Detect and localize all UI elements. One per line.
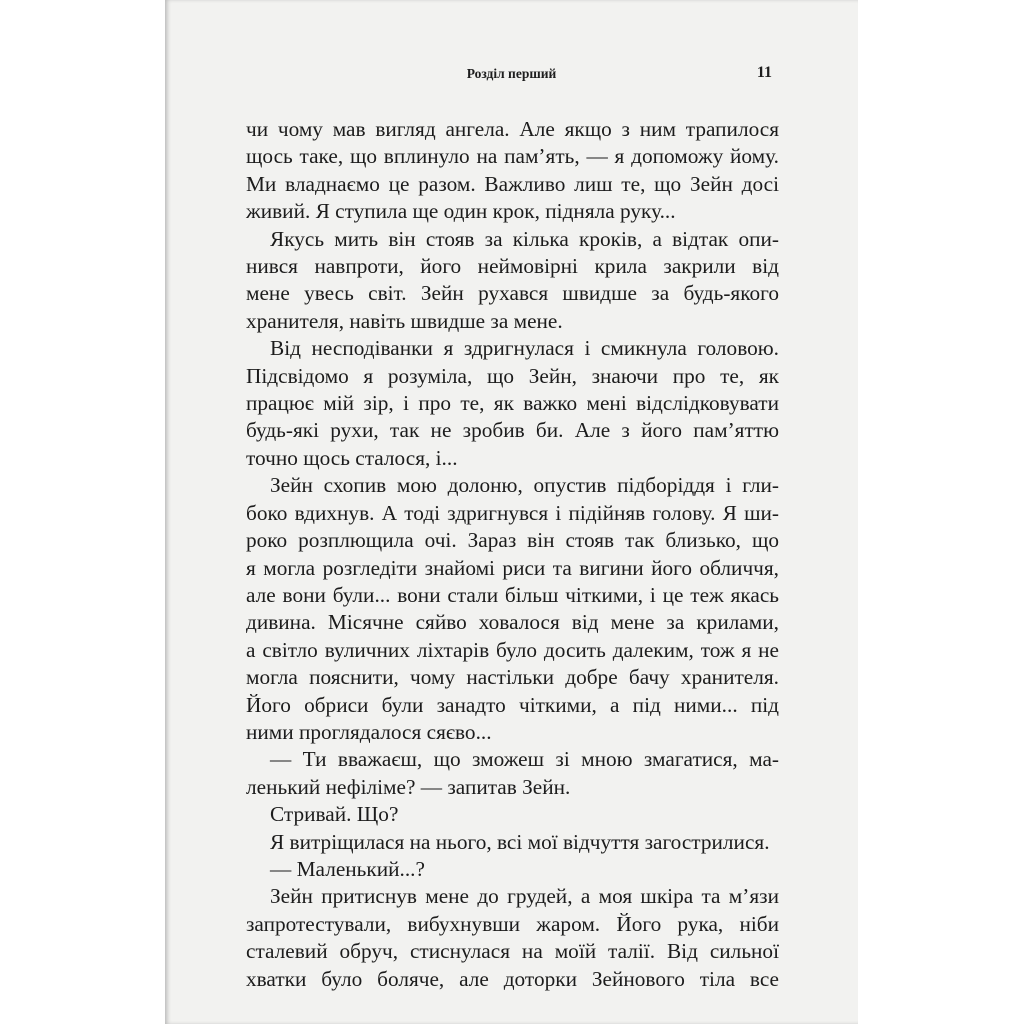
text-line: ними проглядалося сяєво...	[246, 719, 492, 744]
text-line: запротестували, вибухнувши жаром. Його рука, ніби	[246, 911, 779, 936]
paragraph	[246, 746, 779, 801]
paragraph	[246, 856, 779, 883]
paragraph	[246, 335, 779, 472]
text-line: — Ти вважаєш, що зможеш зі мною змагатися, ма-	[270, 747, 779, 772]
text-line: чи чому мав вигляд ангела. Але якщо з ним трапилося	[246, 117, 779, 141]
text-line: дивина. Місячне сяйво ховалося від мене за крилами,	[246, 610, 779, 635]
text-line: мене увесь світ. Зейн рухався швидше за будь-якого	[246, 281, 779, 306]
text-line: хранителя, навіть швидше за мене.	[246, 308, 563, 333]
text-line: нився навпроти, його неймовірні крила закрили від	[246, 254, 779, 279]
paragraph	[246, 829, 779, 856]
text-line: а світло вуличних ліхтарів було досить далеким, тож я не	[246, 637, 779, 662]
text-line: Зейн схопив мою долоню, опустив підборіддя і гли-	[270, 473, 779, 498]
text-line: Підсвідомо я розуміла, що Зейн, знаючи про те, як	[246, 363, 779, 388]
text-line: сталевий обруч, стиснулася на моїй талії. Від сильної	[246, 939, 779, 964]
paragraph	[246, 226, 779, 336]
page-header	[165, 64, 858, 84]
page-number: 11	[756, 64, 772, 81]
text-line: я могла розгледіти знайомі риси та вигини його обличчя,	[246, 555, 779, 580]
text-line: могла пояснити, чому настільки добре бачу хранителя.	[246, 665, 779, 690]
text-line: щось таке, що вплинуло на пам’ять, — я допоможу йому.	[246, 144, 779, 169]
text-line: працює мій зір, і про те, як важко мені відслідковувати	[246, 391, 779, 416]
text-line: Якусь мить він стояв за кілька кроків, а відтак опи-	[270, 226, 779, 251]
paragraph	[246, 472, 779, 746]
text-line: Зейн притиснув мене до грудей, а моя шкіра та м’язи	[270, 884, 779, 909]
text-line: будь-які рухи, так не зробив би. Але з його пам’яттю	[246, 418, 779, 443]
paragraph	[246, 801, 779, 828]
text-line: — Маленький...?	[270, 856, 425, 881]
book-page	[165, 0, 858, 1024]
body-text	[246, 116, 779, 993]
text-line: боко вдихнув. А тоді здригнувся і підійняв голову. Я ши-	[246, 500, 779, 525]
text-line: але вони були... вони стали більш чіткими, і це теж якась	[246, 582, 779, 607]
text-line: точно щось сталося, і...	[246, 445, 458, 470]
text-line: Ми владнаємо це разом. Важливо лиш те, що Зейн досі	[246, 171, 779, 196]
text-line: живий. Я ступила ще один крок, підняла руку...	[246, 199, 676, 224]
text-line: Стривай. Що?	[270, 802, 399, 827]
text-line: роко розплющила очі. Зараз він стояв так близько, що	[246, 528, 779, 553]
text-line: Його обриси були занадто чіткими, а під ними... під	[246, 692, 779, 717]
text-line: хватки було боляче, але доторки Зейнового тіла все	[246, 966, 779, 991]
paragraph	[246, 883, 779, 993]
text-line: Я витріщилася на нього, всі мої відчуття загострилися.	[270, 829, 770, 854]
running-title: Розділ перший	[466, 66, 557, 81]
paragraph	[246, 116, 779, 226]
text-line: ленький нефіліме? — запитав Зейн.	[246, 774, 571, 799]
text-line: Від несподіванки я здригнулася і смикнула головою.	[270, 336, 779, 361]
